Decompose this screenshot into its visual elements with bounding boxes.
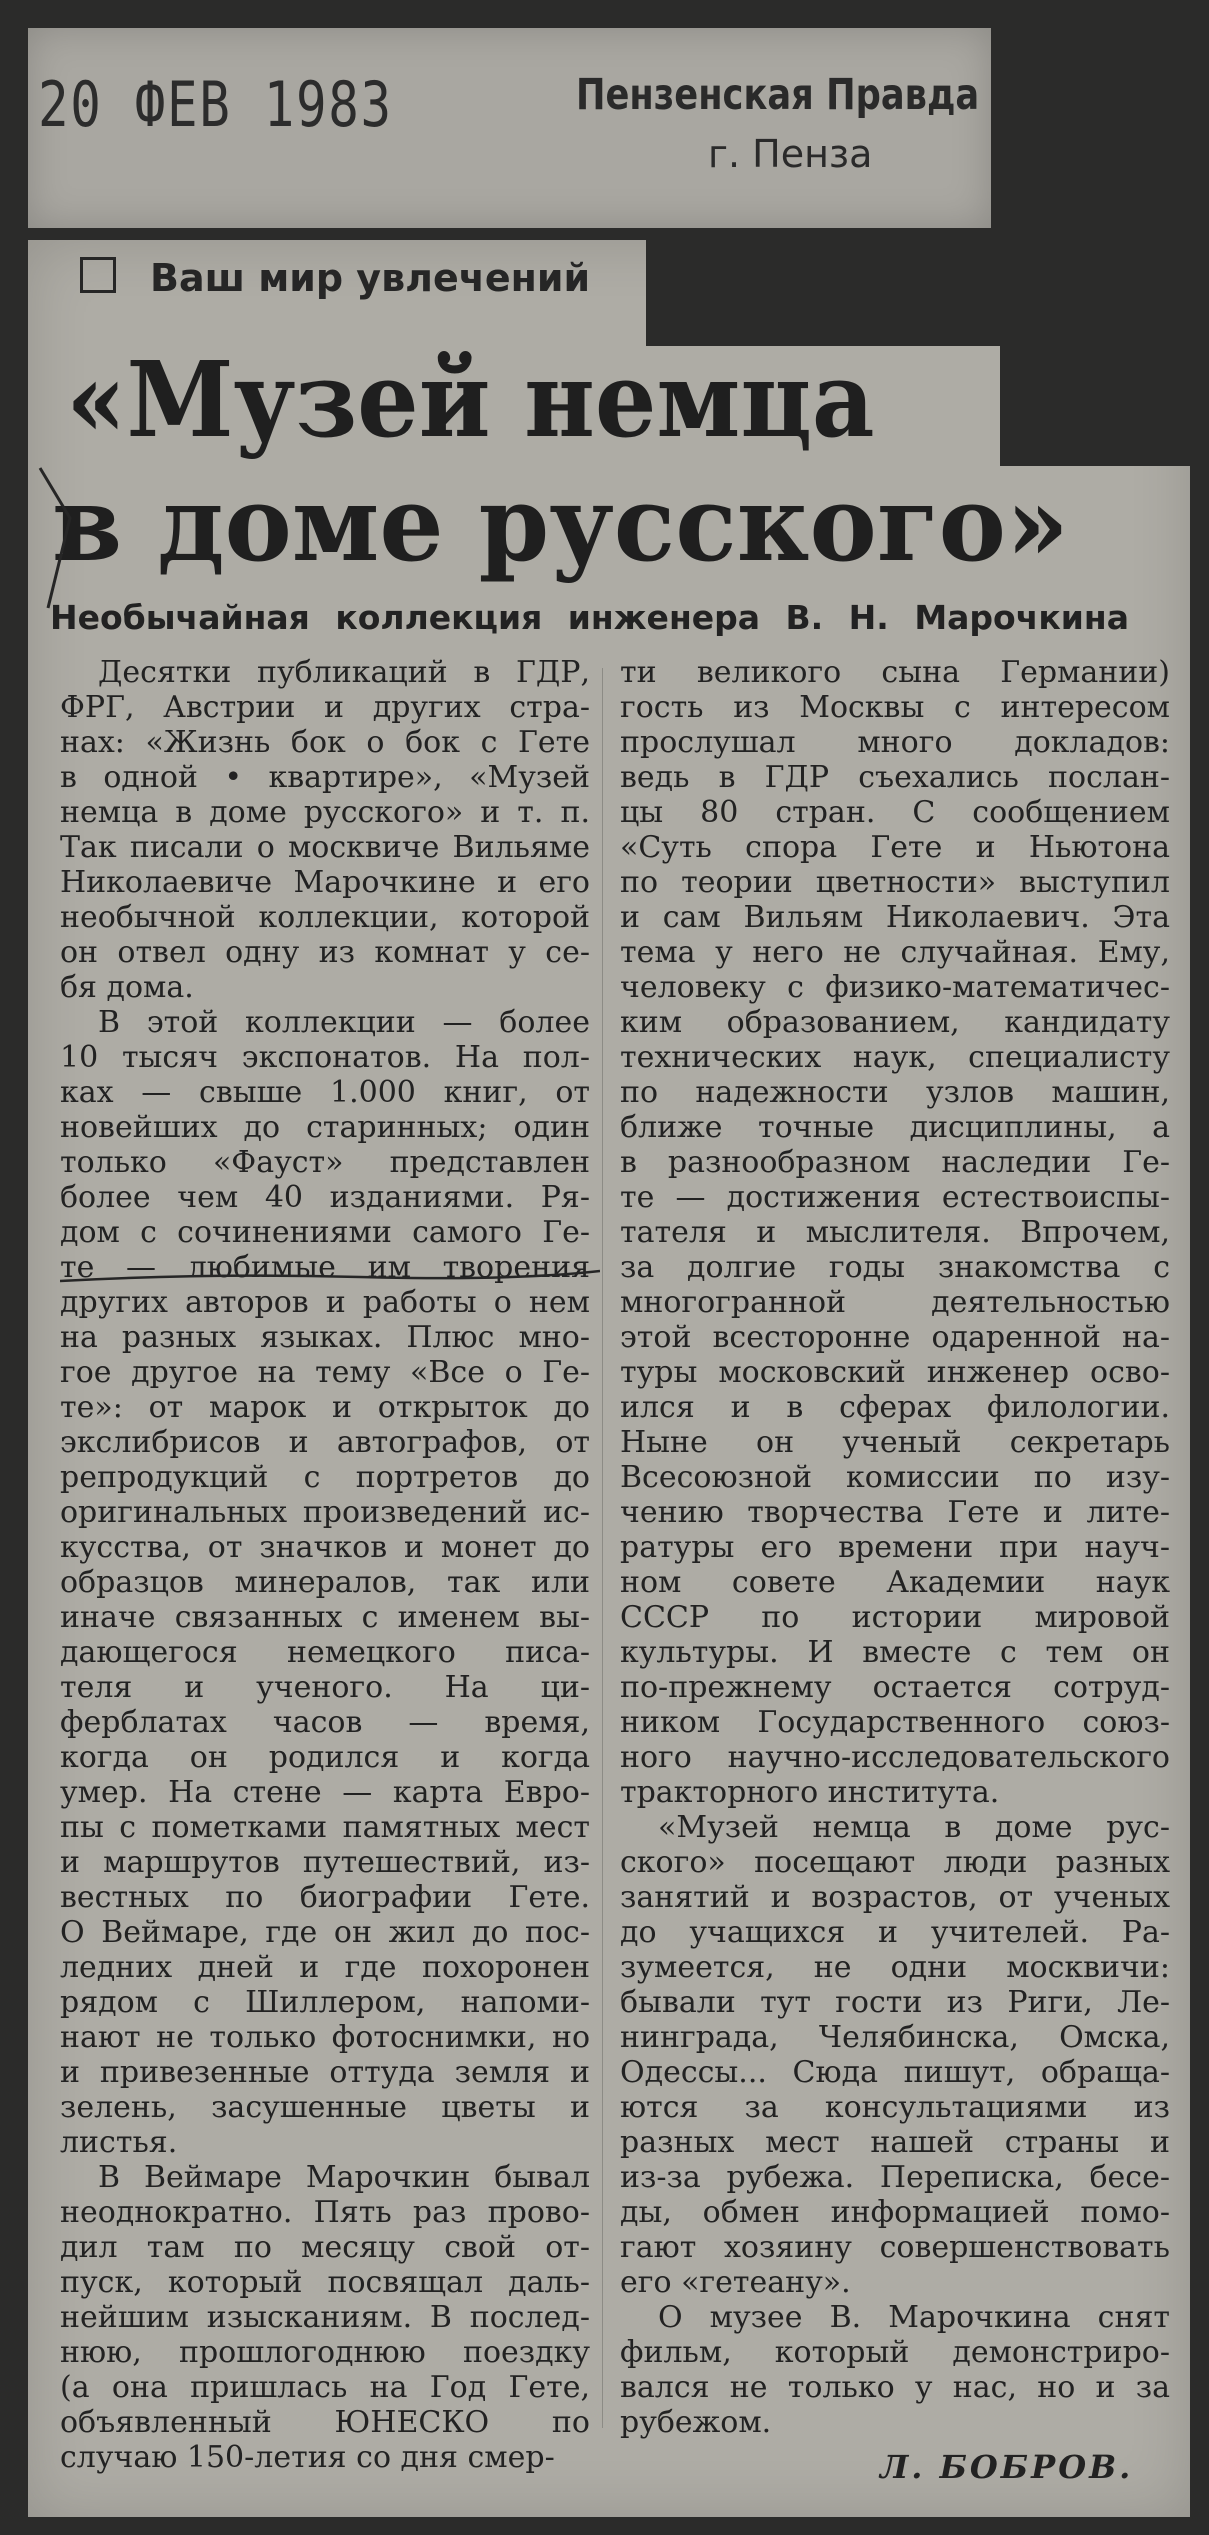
text-line: нинграда, Челябинска, Омска, (620, 2020, 1170, 2055)
rubric-label: Ваш мир увлечений (150, 256, 591, 300)
text-line: в разнообразном наследии Ге- (620, 1145, 1170, 1180)
text-line: гое другое на тему «Все о Ге- (60, 1355, 590, 1390)
text-line: Так писали о москвиче Вильяме (60, 830, 590, 865)
text-line: культуры. И вместе с тем он (620, 1635, 1170, 1670)
text-line: ды, обмен информацией помо- (620, 2195, 1170, 2230)
text-line: на разных языках. Плюс мно- (60, 1320, 590, 1355)
text-line: и привезенные оттуда земля и (60, 2055, 590, 2090)
text-line: О Веймаре, где он жил до пос- (60, 1915, 590, 1950)
text-line: ном совете Академии наук (620, 1565, 1170, 1600)
text-line: ферблатах часов — время, (60, 1705, 590, 1740)
text-line: по-прежнему остается сотруд- (620, 1670, 1170, 1705)
background-notch (1000, 346, 1190, 466)
text-line: В Веймаре Марочкин бывал (98, 2160, 590, 2195)
text-line: нах: «Жизнь бок о бок с Гете (60, 725, 590, 760)
text-line: образцов минералов, так или (60, 1565, 590, 1600)
checkbox-square-icon (80, 257, 116, 293)
header-clipping (28, 28, 991, 228)
text-line: более чем 40 изданиями. Ря- (60, 1180, 590, 1215)
text-line: тракторного института. (620, 1775, 1000, 1810)
text-line: «Суть спора Гете и Ньютона (620, 830, 1170, 865)
text-line: СССР по истории мировой (620, 1600, 1170, 1635)
text-line: Ныне он ученый секретарь (620, 1425, 1170, 1460)
text-line: зумеется, не одни москвичи: (620, 1950, 1170, 1985)
text-line: фильм, который демонстриро- (620, 2335, 1170, 2370)
text-line: оригинальных произведений ис- (60, 1495, 590, 1530)
text-line: иначе связанных с именем вы- (60, 1600, 590, 1635)
text-line: его «гетеану». (620, 2265, 851, 2300)
background-notch (646, 240, 1190, 346)
newspaper-stamp: Пензенская Правда (576, 70, 980, 120)
text-line: ратуры его времени при науч- (620, 1530, 1170, 1565)
pen-strike-mark (30, 458, 90, 618)
text-line: зелень, засушенные цветы и (60, 2090, 590, 2125)
text-line: те — любимые им творения (60, 1250, 590, 1285)
text-line: бя дома. (60, 970, 194, 1005)
text-line: разных мест нашей страны и (620, 2125, 1170, 2160)
text-line: человеку с физико-математичес- (620, 970, 1170, 1005)
text-line: те — достижения естествоиспы- (620, 1180, 1170, 1215)
text-line: цы 80 стран. С сообщением (620, 795, 1170, 830)
text-line: новейших до старинных; один (60, 1110, 590, 1145)
rubric (80, 256, 590, 300)
text-line: Одессы... Сюда пишут, обраща- (620, 2055, 1170, 2090)
text-line: ился и в сферах филологии. (620, 1390, 1170, 1425)
text-line: других авторов и работы о нем (60, 1285, 590, 1320)
text-line: «Музей немца в доме рус- (658, 1810, 1170, 1845)
text-line: ского» посещают люди разных (620, 1845, 1170, 1880)
text-line: экслибрисов и автографов, от (60, 1425, 590, 1460)
text-line: умер. На стене — карта Евро- (60, 1775, 590, 1810)
text-line: объявленный ЮНЕСКО по (60, 2405, 590, 2440)
subtitle: Необычайная коллекция инженера В. Н. Марочкина (50, 598, 1129, 637)
text-line: ках — свыше 1.000 книг, от (60, 1075, 590, 1110)
text-line: Николаевиче Марочкине и его (60, 865, 590, 900)
text-line: кусства, от значков и монет до (60, 1530, 590, 1565)
text-line: и маршрутов путешествий, из- (60, 1845, 590, 1880)
text-line: нюю, прошлогоднюю поездку (60, 2335, 590, 2370)
column-divider (602, 668, 603, 2428)
text-line: необычной коллекции, которой (60, 900, 590, 935)
text-line: ближе точные дисциплины, а (620, 1110, 1170, 1145)
text-line: тателя и мыслителя. Впрочем, (620, 1215, 1170, 1250)
text-line: технических наук, специалисту (620, 1040, 1170, 1075)
text-line: и сам Вильям Николаевич. Эта (620, 900, 1170, 935)
city-stamp: г. Пенза (708, 132, 873, 176)
headline-line-1: «Музей немца (66, 338, 875, 461)
text-line: пы с пометками памятных мест (60, 1810, 590, 1845)
text-line: из-за рубежа. Переписка, бесе- (620, 2160, 1170, 2195)
text-line: только «Фауст» представлен (60, 1145, 590, 1180)
text-line: ти великого сына Германии) (620, 655, 1170, 690)
text-line: по теории цветности» выступил (620, 865, 1170, 900)
author-signature: Л. БОБРОВ. (880, 2448, 1134, 2486)
text-line: нают не только фотоснимки, но (60, 2020, 590, 2055)
text-line: занятий и возрастов, от ученых (620, 1880, 1170, 1915)
text-line: за долгие годы знакомства с (620, 1250, 1170, 1285)
text-line: гость из Москвы с интересом (620, 690, 1170, 725)
text-line: неоднократно. Пять раз прово- (60, 2195, 590, 2230)
text-line: по надежности узлов машин, (620, 1075, 1170, 1110)
text-line: листья. (60, 2125, 178, 2160)
text-line: (а она пришлась на Год Гете, (60, 2370, 590, 2405)
text-line: дающегося немецкого писа- (60, 1635, 590, 1670)
text-line: прослушал много докладов: (620, 725, 1170, 760)
text-line: пуск, который посвящал даль- (60, 2265, 590, 2300)
text-line: 10 тысяч экспонатов. На пол- (60, 1040, 590, 1075)
headline-line-2: в доме русского» (52, 462, 1069, 585)
text-line: многогранной деятельностью (620, 1285, 1170, 1320)
text-line: ного научно-исследовательского (620, 1740, 1170, 1775)
text-line: те»: от марок и открыток до (60, 1390, 590, 1425)
text-line: репродукций с портретов до (60, 1460, 590, 1495)
text-line: ледних дней и где похоронен (60, 1950, 590, 1985)
right-column (620, 655, 1170, 2440)
text-line: в одной • квартире», «Музей (60, 760, 590, 795)
text-line: ником Государственного союз- (620, 1705, 1170, 1740)
text-line: туры московский инженер осво- (620, 1355, 1170, 1390)
text-line: О музее В. Марочкина снят (658, 2300, 1170, 2335)
text-line: ведь в ГДР съехались послан- (620, 760, 1170, 795)
text-line: он отвел одну из комнат у се- (60, 935, 590, 970)
text-line: гают хозяину совершенствовать (620, 2230, 1170, 2265)
text-line: ким образованием, кандидату (620, 1005, 1170, 1040)
text-line: нейшим изысканиям. В послед- (60, 2300, 590, 2335)
text-line: рубежом. (620, 2405, 772, 2440)
text-line: Всесоюзной комиссии по изу- (620, 1460, 1170, 1495)
text-line: вестных по биографии Гете. (60, 1880, 590, 1915)
left-column (60, 655, 590, 2475)
text-line: дил там по месяцу свой от- (60, 2230, 590, 2265)
text-line: до учащихся и учителей. Ра- (620, 1915, 1170, 1950)
text-line: дом с сочинениями самого Ге- (60, 1215, 590, 1250)
text-line: когда он родился и когда (60, 1740, 590, 1775)
text-line: В этой коллекции — более (98, 1005, 590, 1040)
text-line: теля и ученого. На ци- (60, 1670, 590, 1705)
text-line: бывали тут гости из Риги, Ле- (620, 1985, 1170, 2020)
text-line: ются за консультациями из (620, 2090, 1170, 2125)
pen-underline-mark (60, 1263, 600, 1293)
text-line: немца в доме русского» и т. п. (60, 795, 590, 830)
text-line: чению творчества Гете и лите- (620, 1495, 1170, 1530)
text-line: вался не только у нас, но и за (620, 2370, 1170, 2405)
date-stamp: 20 ФЕВ 1983 (38, 68, 393, 141)
text-line: ФРГ, Австрии и других стра- (60, 690, 590, 725)
text-line: случаю 150-летия со дня смер- (60, 2440, 555, 2475)
text-line: тема у него не случайная. Ему, (620, 935, 1170, 970)
text-line: этой всесторонне одаренной на- (620, 1320, 1170, 1355)
text-line: Десятки публикаций в ГДР, (98, 655, 590, 690)
text-line: рядом с Шиллером, напоми- (60, 1985, 590, 2020)
